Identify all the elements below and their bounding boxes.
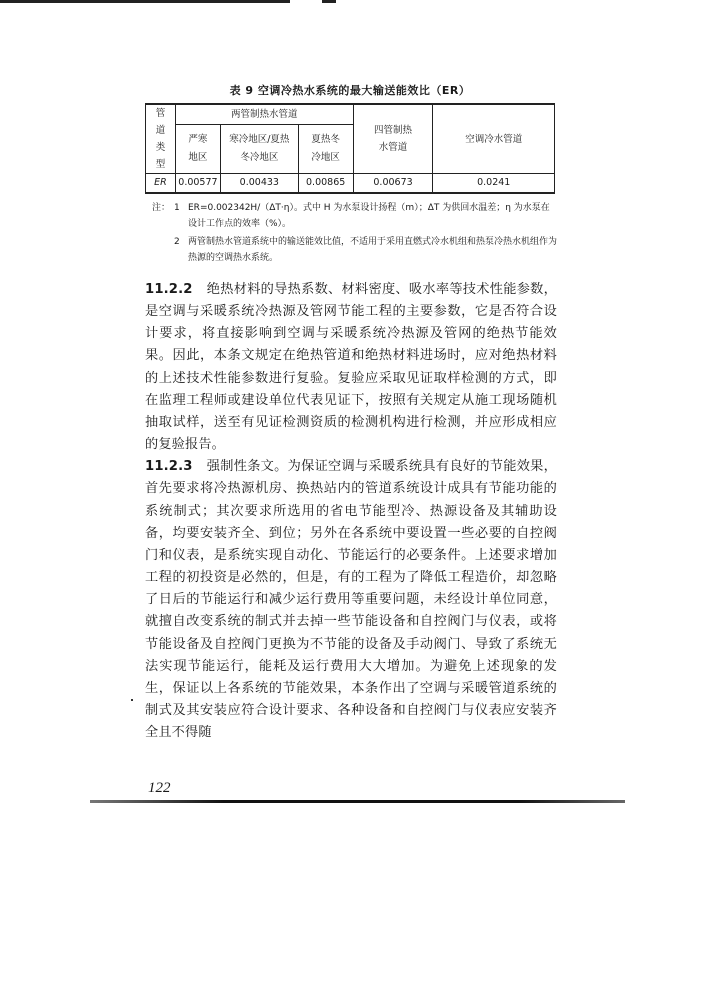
er-table [145,103,555,194]
header-severe-cold: 严寒地区 [175,124,220,173]
cell-value: 0.0241 [433,174,555,193]
clause-number: 11.2.2 [145,282,193,297]
margin-mark [131,699,133,701]
note-item [152,200,557,232]
top-rule-fragment [322,0,336,3]
cell-value: 0.00433 [220,174,298,193]
header-four-pipe: 四管制热水管道 [353,104,433,174]
header-hot-summer-warm-winter: 夏热冬冷地区 [298,124,353,173]
top-rule [0,0,290,3]
clause-number: 11.2.3 [145,459,193,475]
cell-value: 0.00673 [353,174,433,193]
section-11-2-2 [145,279,557,456]
cell-value: 0.00865 [298,174,353,193]
table-notes [152,200,557,266]
header-two-pipe-group: 两管制热水管道 [175,104,353,124]
note-text: ER=0.002342H/（ΔT·η）。式中 H 为水泵设计扬程（m）；ΔT 为供回水温差；η 为水泵在设计工作点的效率（%）。 [188,203,550,229]
notes-lead: 注： [152,203,171,213]
note-text: 两管制热水管道系统中的输送能效比值，不适用于采用直燃式冷水机组和热泵冷热水机组作为热源的空调热水系统。 [188,237,558,263]
note-number: 1 [174,203,180,213]
section-11-2-3 [145,456,557,744]
header-cold-hot-summer: 寒冷地区/夏热冬冷地区 [220,124,298,173]
paragraph-text: 强制性条文。为保证空调与采暖系统具有良好的节能效果，首先要求将冷热源机房、换热站内的管道系统设计成具有节能功能的系统制式；其次要求所选用的省电节能型冷、热源设备及其辅助设备，均要安装齐全、到位；另外在各系统中要设置一些必要的自控阀门和仪表，是系统实现自动化、节能运行的必要条件。上述要求增加工程的初投资是必然的，但是，有的工程为了降低工程造价，却忽略了日后的节能运行和减少运行费用等重要问题，未经设计单位同意，就擅自改变系统的制式并去掉一些节能设备和自控阀门与仪表，或将节能设备及自控阀门更换为不节能的设备及手动阀门、导致了系统无法实现节能运行，能耗及运行费用大大增加。为避免上述现象的发生，保证以上各系统的节能效果，本条作出了空调与采暖管道系统的制式及其安装应符合设计要求、各种设备和自控阀门与仪表应安装齐全且不得随 [145,459,557,741]
table-title: 表 9 空调冷热水系统的最大输送能效比（ER） [229,84,471,97]
body-text [145,279,557,744]
header-pipe-type: 管道类型 [146,104,176,174]
bottom-rule [90,800,625,803]
paragraph-text: 绝热材料的导热系数、材料密度、吸水率等技术性能参数，是空调与采暖系统冷热源及管网节能工程的主要参数，它是否符合设计要求，将直接影响到空调与采暖系统冷热源及管网的绝热节能效果。因此，本条文规定在绝热管道和绝热材料进场时，应对绝热材料的上述技术性能参数进行复验。复验应采取见证取样检测的方式，即在监理工程师或建设单位代表见证下，按照有关规定从施工现场随机抽取试样，送至有见证检测资质的检测机构进行检测，并应形成相应的复验报告。 [145,282,557,453]
row-label: ER [146,174,176,193]
note-item [152,234,557,266]
cell-value: 0.00577 [175,174,220,193]
page-number: 122 [148,780,171,796]
note-number: 2 [174,237,180,247]
header-chilled: 空调冷水管道 [433,104,555,174]
